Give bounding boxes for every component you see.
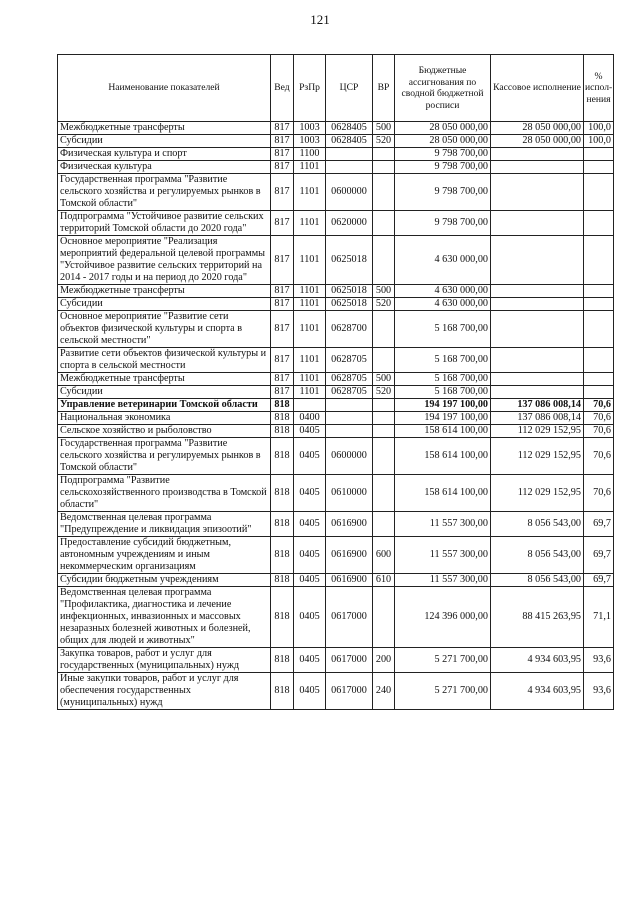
table-row [58,348,614,373]
cell-name: Субсидии [58,386,271,399]
cell-rzpr: 0405 [294,587,326,648]
cell-vr: 500 [373,285,395,298]
cell-name: Сельское хозяйство и рыболовство [58,425,271,438]
cell-assignations: 11 557 300,00 [395,512,491,537]
cell-rzpr: 1101 [294,311,326,348]
table-row [58,311,614,348]
cell-csr: 0620000 [326,211,373,236]
cell-vr [373,236,395,285]
cell-csr: 0600000 [326,438,373,475]
table-row [58,285,614,298]
cell-rzpr: 0405 [294,512,326,537]
cell-percent [584,161,614,174]
cell-assignations: 158 614 100,00 [395,438,491,475]
cell-name: Предоставление субсидий бюджетным, автономным учреждениям и иным некоммерческим организациям [58,537,271,574]
table-row [58,537,614,574]
cell-rzpr: 0405 [294,574,326,587]
cell-csr: 0628405 [326,135,373,148]
cell-rzpr [294,399,326,412]
cell-csr: 0616900 [326,512,373,537]
table-row [58,399,614,412]
cell-csr [326,425,373,438]
table-row [58,412,614,425]
cell-csr [326,148,373,161]
cell-assignations: 5 168 700,00 [395,348,491,373]
cell-cash-execution [491,373,584,386]
table-row [58,648,614,673]
table-row [58,236,614,285]
cell-cash-execution: 137 086 008,14 [491,412,584,425]
cell-rzpr: 0405 [294,648,326,673]
cell-ved: 817 [271,373,294,386]
cell-ved: 818 [271,475,294,512]
cell-rzpr: 1101 [294,174,326,211]
cell-csr: 0628700 [326,311,373,348]
cell-vr: 520 [373,298,395,311]
cell-vr [373,174,395,211]
cell-name: Основное мероприятие "Развитие сети объектов физической культуры и спорта в сельской местности" [58,311,271,348]
cell-vr [373,587,395,648]
cell-rzpr: 1003 [294,122,326,135]
cell-csr: 0617000 [326,587,373,648]
table-row [58,211,614,236]
cell-vr: 200 [373,648,395,673]
header-cash-execution: Кассовое исполнение [491,55,584,122]
cell-vr [373,161,395,174]
cell-cash-execution [491,174,584,211]
header-vr: ВР [373,55,395,122]
cell-ved: 818 [271,574,294,587]
cell-vr [373,399,395,412]
cell-csr: 0610000 [326,475,373,512]
budget-execution-table [57,54,614,710]
cell-percent: 69,7 [584,512,614,537]
cell-csr: 0628405 [326,122,373,135]
cell-vr [373,425,395,438]
cell-rzpr: 0405 [294,673,326,710]
cell-name: Субсидии бюджетным учреждениям [58,574,271,587]
cell-name: Субсидии [58,135,271,148]
cell-csr: 0617000 [326,673,373,710]
cell-cash-execution: 137 086 008,14 [491,399,584,412]
cell-rzpr: 1101 [294,161,326,174]
cell-cash-execution [491,148,584,161]
table-row [58,438,614,475]
cell-rzpr: 1101 [294,285,326,298]
cell-assignations: 9 798 700,00 [395,161,491,174]
cell-assignations: 194 197 100,00 [395,399,491,412]
cell-vr: 520 [373,135,395,148]
cell-csr: 0600000 [326,174,373,211]
cell-csr: 0625018 [326,236,373,285]
cell-assignations: 4 630 000,00 [395,298,491,311]
cell-rzpr: 1101 [294,348,326,373]
cell-ved: 818 [271,438,294,475]
cell-vr: 520 [373,386,395,399]
cell-rzpr: 1003 [294,135,326,148]
cell-name: Подпрограмма "Устойчивое развитие сельских территорий Томской области до 2020 года" [58,211,271,236]
cell-cash-execution [491,211,584,236]
cell-vr: 240 [373,673,395,710]
cell-ved: 817 [271,161,294,174]
table-row [58,122,614,135]
cell-cash-execution [491,161,584,174]
cell-cash-execution: 8 056 543,00 [491,537,584,574]
cell-cash-execution [491,298,584,311]
cell-name: Государственная программа "Развитие сельского хозяйства и регулируемых рынков в Томской области" [58,174,271,211]
cell-vr [373,438,395,475]
cell-assignations: 28 050 000,00 [395,135,491,148]
cell-percent: 100,0 [584,122,614,135]
header-assignations: Бюджетные ассигнования по сводной бюджетной росписи [395,55,491,122]
cell-cash-execution [491,236,584,285]
cell-assignations: 11 557 300,00 [395,574,491,587]
cell-assignations: 11 557 300,00 [395,537,491,574]
cell-name: Управление ветеринарии Томской области [58,399,271,412]
cell-rzpr: 0405 [294,438,326,475]
table-row [58,475,614,512]
table-row [58,174,614,211]
cell-name: Основное мероприятие "Реализация мероприятий федеральной целевой программы "Устойчивое развитие сельских территорий на 2014 - 2017 годы и на период до 2020 года" [58,236,271,285]
cell-rzpr: 0400 [294,412,326,425]
cell-assignations: 28 050 000,00 [395,122,491,135]
cell-percent: 70,6 [584,475,614,512]
cell-vr [373,512,395,537]
cell-name: Межбюджетные трансферты [58,285,271,298]
cell-cash-execution [491,386,584,399]
cell-csr: 0616900 [326,574,373,587]
cell-percent [584,373,614,386]
table-row [58,587,614,648]
table-row [58,135,614,148]
cell-percent: 70,6 [584,399,614,412]
cell-vr [373,475,395,512]
cell-percent [584,211,614,236]
cell-vr [373,211,395,236]
cell-assignations: 9 798 700,00 [395,148,491,161]
table-row [58,512,614,537]
table-row [58,386,614,399]
cell-vr [373,311,395,348]
cell-csr [326,399,373,412]
cell-assignations: 5 168 700,00 [395,373,491,386]
cell-rzpr: 1101 [294,373,326,386]
cell-ved: 817 [271,311,294,348]
cell-cash-execution: 28 050 000,00 [491,122,584,135]
cell-cash-execution: 88 415 263,95 [491,587,584,648]
cell-name: Межбюджетные трансферты [58,122,271,135]
cell-vr [373,348,395,373]
cell-ved: 818 [271,399,294,412]
cell-name: Иные закупки товаров, работ и услуг для обеспечения государственных (муниципальных) нужд [58,673,271,710]
cell-assignations: 5 168 700,00 [395,311,491,348]
cell-percent: 69,7 [584,537,614,574]
cell-percent: 70,6 [584,425,614,438]
cell-ved: 817 [271,135,294,148]
page-number: 121 [310,12,330,27]
cell-percent: 71,1 [584,587,614,648]
header-percent: % испол-нения [584,55,614,122]
cell-name: Закупка товаров, работ и услуг для государственных (муниципальных) нужд [58,648,271,673]
cell-assignations: 9 798 700,00 [395,211,491,236]
cell-ved: 817 [271,174,294,211]
cell-percent: 93,6 [584,673,614,710]
table-row [58,574,614,587]
cell-ved: 818 [271,648,294,673]
cell-csr: 0616900 [326,537,373,574]
cell-ved: 818 [271,412,294,425]
cell-csr: 0628705 [326,386,373,399]
cell-percent [584,348,614,373]
cell-assignations: 158 614 100,00 [395,425,491,438]
cell-ved: 818 [271,673,294,710]
table-row [58,373,614,386]
cell-ved: 817 [271,211,294,236]
cell-ved: 818 [271,512,294,537]
cell-assignations: 124 396 000,00 [395,587,491,648]
cell-percent: 100,0 [584,135,614,148]
cell-percent [584,148,614,161]
cell-vr: 610 [373,574,395,587]
cell-csr: 0628705 [326,373,373,386]
cell-csr: 0625018 [326,285,373,298]
cell-cash-execution: 112 029 152,95 [491,438,584,475]
cell-ved: 817 [271,386,294,399]
cell-name: Физическая культура и спорт [58,148,271,161]
cell-ved: 818 [271,425,294,438]
header-csr: ЦСР [326,55,373,122]
cell-cash-execution [491,348,584,373]
cell-vr [373,148,395,161]
cell-cash-execution [491,311,584,348]
cell-vr: 500 [373,122,395,135]
cell-assignations: 5 168 700,00 [395,386,491,399]
cell-csr: 0625018 [326,298,373,311]
header-name: Наименование показателей [58,55,271,122]
cell-vr: 600 [373,537,395,574]
table-row [58,425,614,438]
cell-assignations: 9 798 700,00 [395,174,491,211]
cell-percent [584,174,614,211]
cell-assignations: 194 197 100,00 [395,412,491,425]
cell-ved: 817 [271,122,294,135]
cell-percent [584,236,614,285]
cell-vr [373,412,395,425]
table-row [58,298,614,311]
cell-assignations: 4 630 000,00 [395,236,491,285]
cell-rzpr: 1100 [294,148,326,161]
cell-assignations: 158 614 100,00 [395,475,491,512]
cell-cash-execution: 112 029 152,95 [491,425,584,438]
cell-csr [326,412,373,425]
cell-percent: 93,6 [584,648,614,673]
cell-cash-execution [491,285,584,298]
cell-vr: 500 [373,373,395,386]
cell-ved: 818 [271,537,294,574]
cell-cash-execution: 8 056 543,00 [491,512,584,537]
cell-cash-execution: 8 056 543,00 [491,574,584,587]
cell-ved: 818 [271,587,294,648]
cell-name: Подпрограмма "Развитие сельскохозяйственного производства в Томской области" [58,475,271,512]
cell-percent [584,311,614,348]
table-row [58,673,614,710]
cell-ved: 817 [271,236,294,285]
cell-name: Межбюджетные трансферты [58,373,271,386]
cell-percent: 70,6 [584,438,614,475]
table-row [58,148,614,161]
header-ved: Вед [271,55,294,122]
cell-assignations: 5 271 700,00 [395,648,491,673]
cell-cash-execution: 112 029 152,95 [491,475,584,512]
cell-name: Физическая культура [58,161,271,174]
cell-cash-execution: 4 934 603,95 [491,648,584,673]
cell-assignations: 4 630 000,00 [395,285,491,298]
cell-cash-execution: 28 050 000,00 [491,135,584,148]
cell-rzpr: 1101 [294,211,326,236]
cell-assignations: 5 271 700,00 [395,673,491,710]
cell-name: Развитие сети объектов физической культуры и спорта в сельской местности [58,348,271,373]
cell-rzpr: 1101 [294,236,326,285]
cell-ved: 817 [271,298,294,311]
cell-rzpr: 1101 [294,298,326,311]
cell-percent [584,386,614,399]
cell-csr [326,161,373,174]
cell-percent: 69,7 [584,574,614,587]
cell-ved: 817 [271,148,294,161]
table-header-row [58,55,614,122]
cell-percent [584,298,614,311]
cell-name: Ведомственная целевая программа "Предупреждение и ликвидация эпизоотий" [58,512,271,537]
cell-name: Государственная программа "Развитие сельского хозяйства и регулируемых рынков в Томской области" [58,438,271,475]
cell-ved: 817 [271,285,294,298]
cell-rzpr: 0405 [294,475,326,512]
cell-name: Национальная экономика [58,412,271,425]
cell-rzpr: 0405 [294,537,326,574]
cell-percent [584,285,614,298]
cell-name: Субсидии [58,298,271,311]
cell-ved: 817 [271,348,294,373]
header-rzpr: РзПр [294,55,326,122]
cell-csr: 0617000 [326,648,373,673]
table-row [58,161,614,174]
cell-cash-execution: 4 934 603,95 [491,673,584,710]
cell-rzpr: 1101 [294,386,326,399]
cell-rzpr: 0405 [294,425,326,438]
cell-percent: 70,6 [584,412,614,425]
cell-csr: 0628705 [326,348,373,373]
cell-name: Ведомственная целевая программа "Профилактика, диагностика и лечение инфекционных, инвазионных и массовых незаразных болезней животных и болезней, общих для людей и животных" [58,587,271,648]
